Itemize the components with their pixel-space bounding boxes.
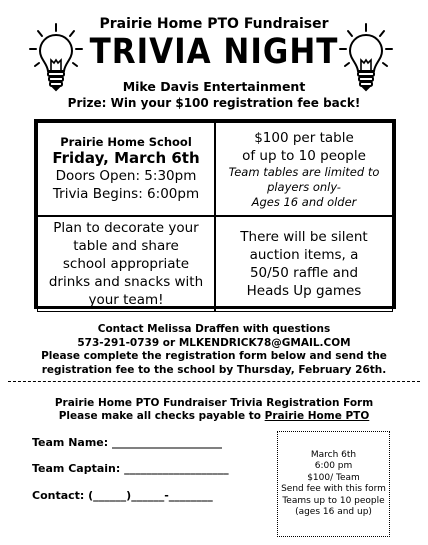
limit-line: Ages 16 and older	[251, 194, 357, 209]
price-line: of up to 10 people	[242, 147, 366, 164]
registration-header	[0, 397, 428, 423]
auction-line: Heads Up games	[246, 283, 362, 299]
auction-line: 50/50 raffle and	[249, 265, 359, 281]
summary-line: (ages 16 and up)	[295, 507, 372, 517]
limit-line: Team tables are limited to	[228, 164, 380, 179]
registration-title: Prairie Home PTO Fundraiser Trivia Registration Form	[54, 397, 374, 409]
org-title: Prairie Home PTO Fundraiser	[99, 16, 329, 32]
decorate-line: Plan to decorate your	[53, 220, 199, 236]
checks-prefix: Please make all checks payable to	[58, 410, 265, 422]
auction-cell	[215, 216, 393, 312]
trivia-begin-time: Trivia Begins: 6:00pm	[52, 186, 200, 202]
summary-line: Send fee with this form	[281, 484, 386, 494]
instructions-line: registration fee to the school by Thursday, February 26th.	[41, 363, 387, 376]
event-location: Prairie Home School	[60, 135, 192, 149]
summary-box	[277, 431, 390, 537]
contact-phone-field[interactable]: Contact: (______)______-________	[32, 489, 213, 502]
summary-line: March 6th	[310, 449, 357, 460]
instructions-line: Please complete the registration form below and send the	[41, 350, 387, 362]
team-captain-field[interactable]: Team Captain: ___________________	[32, 462, 229, 475]
prize-text: Prize: Win your $100 registration fee back!	[67, 96, 361, 110]
team-name-field[interactable]: Team Name: ____________________	[32, 436, 222, 449]
price-line: $100 per table	[254, 129, 354, 146]
summary-line: $100/ Team	[307, 472, 360, 483]
contact-phone-email: 573-291-0739 or MLKENDRICK78@GMAIL.COM	[77, 336, 351, 349]
cut-line-divider	[8, 381, 420, 382]
sponsor-name: Mike Davis Entertainment	[122, 79, 306, 94]
auction-line: auction items, a	[249, 247, 359, 263]
limit-line: players only-	[267, 179, 341, 194]
event-details-cell	[37, 122, 215, 216]
contact-section	[0, 323, 428, 377]
auction-line: There will be silent	[240, 229, 368, 245]
event-date: Friday, March 6th	[52, 149, 200, 167]
summary-line: Teams up to 10 people	[282, 495, 385, 506]
event-info-grid	[34, 119, 396, 309]
decorate-line: your team!	[88, 292, 164, 308]
page-title: TRIVIA NIGHT	[89, 31, 339, 73]
summary-line: 6:00 pm	[314, 461, 353, 471]
decorate-cell	[37, 216, 215, 312]
doors-open-time: Doors Open: 5:30pm	[55, 168, 197, 184]
contact-name: Contact Melissa Draffen with questions	[97, 323, 331, 335]
checks-payable-line	[0, 410, 428, 423]
checks-payee: Prairie Home PTO	[264, 410, 370, 422]
decorate-line: table and share	[73, 238, 179, 254]
decorate-line: school appropriate	[62, 256, 190, 272]
decorate-line: drinks and snacks with	[48, 274, 204, 290]
pricing-cell	[215, 122, 393, 216]
